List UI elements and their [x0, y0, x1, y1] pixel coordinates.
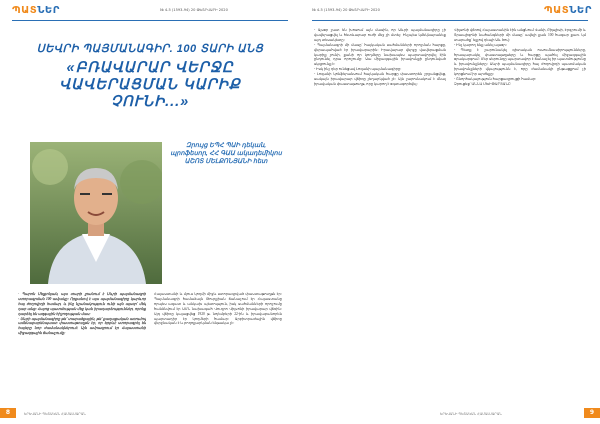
right-column-2: Վիլսոնի վճռով Հայաստանին էին անցնում Վանի, Բիթլիսի, Էրզրումի և Տրապիզոնի նահանգների մի մասը՝ ավելի քան 100 հազար քառ. կմ տարածք՝ ելքով դեպի Սև ծով։ - Ինչ կարող ենք անել այսօր։ - Պետք է շարունակել գիտական ուսումնասիրությունները, հրապարակել փաստաթղթերը և հարցը պահել միջազգային օրակարգում։ Մեր սերունդը պարտավոր է ճանաչել իր պատմությունը և իրավունքները։ Սևրի պայմանագիրը հայ ժողովրդի պատմական իրավունքների վկայությունն է, որը ժամանակի ընթացքում չի կորցնում իր արժեքը։ - Շնորհակալություն հարցազրույցի համար։ Զրուցեց՝ ԱՆՆԱ ՄԽԻԹԱՐՅԱՆԸ: [454, 28, 586, 86]
right-footer: ԵՐԵՎԱՆԻ ՊԵՏԱԿԱՆ ՀԱՄԱԼՍԱՐԱՆ: [440, 412, 502, 416]
left-page-number: 8: [0, 408, 16, 418]
logo-part-blue-right: ՆԵՐ: [569, 5, 592, 16]
issue-line-right: № 4-5 (1593-94) 20 ՓԵՏՐՎԱՐԻ 2020: [312, 8, 380, 12]
left-column-2: Հայաստանի և մյուս կողմի միջև ստորագրված փաստաթուղթն էր։ Պայմանագրի համաձայն Թուրքիան ճանաչում էր Հայաստանը որպես ազատ և անկախ պետություն, իսկ սահմանների որոշումը հանձնվում էր ԱՄՆ նախագահ Վուդրո Վիլսոնի իրավարար վճռին։ Այդ վճիռը կայացվեց 1920 թ. նոյեմբերի 22-ին և իրավաբանորեն պարտադիր էր կողմերի համար։ Արբիտրաժային վճիռը վերջնական է և բողոքարկման ենթակա չէ։: [154, 292, 282, 326]
logo-part-orange: ՊԱՏ: [12, 5, 38, 16]
issue-line: № 4-5 (1593-94) 20 ՓԵՏՐՎԱՐԻ 2020: [160, 8, 228, 12]
right-page: [300, 0, 600, 424]
header-rule: [12, 20, 288, 21]
logo-part-blue: ՆԵՐ: [37, 5, 60, 16]
left-column-1: - Պարոն Մելքոնյան, այս տարի լրանում է Սևրի պայմանագրի ստորագրման 100-ամյակը։ Որքանով է այս պայմանագիրը կարևոր հայ ժողովրդի համար, և ինչ նշանակություն ունի այն այսօր՝ մեկ դար անց։ Հայոց պատմության մեջ կան իրադարձություններ, որոնք դարձել են ազգային հիշողության մաս։ - Սևրի պայմանագիրը թե՛ տարածքային, թե՛ քաղաքական առումով ամենաբարենպաստ փաստաթուղթն էր, որ երբևէ ստորագրել են հայերը նոր ժամանակներում։ Այն ամրագրում էր Հայաստանի միջազգային ճանաչումը։: [18, 292, 146, 336]
logo-part-orange-right: ՊԱՏ: [544, 5, 570, 16]
magazine-logo-right: [544, 5, 592, 16]
right-page-number: 9: [584, 408, 600, 418]
header-rule-right: [312, 20, 588, 21]
photo-caption: Զրույց ԵՊՀ ՊԱԻ դեկան, պրոֆեսոր, ՀՀ ԳԱԱ ակադեմիկոս ԱՇՈՏ ՄԵԼՔՈՆՅԱՆԻ հետ: [170, 142, 282, 166]
magazine-logo: [12, 5, 60, 16]
section-title: ՍԵՎՐԻ ՊԱՅՄԱՆԱԳԻՐ. 100 ՏԱՐԻ ԱՆՑ: [36, 43, 264, 55]
left-footer: ԵՐԵՎԱՆԻ ՊԵՏԱԿԱՆ ՀԱՄԱԼՍԱՐԱՆ: [24, 412, 86, 416]
headline: «ԲՌԱՎԱՐԱՐ ՎԵՐՋԸ ՎԱՎԵՐԱՑՄԱՆ ԿԱՐԻՔ ՉՈՒՆԻ...»: [59, 60, 241, 110]
portrait-photo: [30, 142, 162, 284]
right-column-1: - Այսօր շատ են խոսում այն մասին, որ Սևրի պայմանագիրը չի վավերացվել և հետևաբար ուժի մեջ չի մտել։ Ինչպես կմեկնաբանեք այդ տեսակետը։ - Պայմանագրի մի մասը՝ հայկական սահմանների որոշման հարցը, վերապահված էր իրավարարին։ Իրավարար վերջը վավերացման կարիք չունի, քանի որ կողմերը նախապես պարտավորվել էին ընդունել դրա որոշումը։ Սա միջազգային իրավունքի ընդունված սկզբունք է։ - Իսկ ինչ դեր ունեցավ Լոզանի պայմանագիրը։ - Լոզանի կոնֆերանսում հայկական հարցը փաստորեն շրջանցվեց, սակայն իրավարար վճիռը չեղարկված չէ։ Այն շարունակում է մնալ իրավական փաստաթուղթ, որը կարող է օգտագործվել։: [314, 28, 446, 86]
portrait-illustration: [30, 142, 162, 284]
